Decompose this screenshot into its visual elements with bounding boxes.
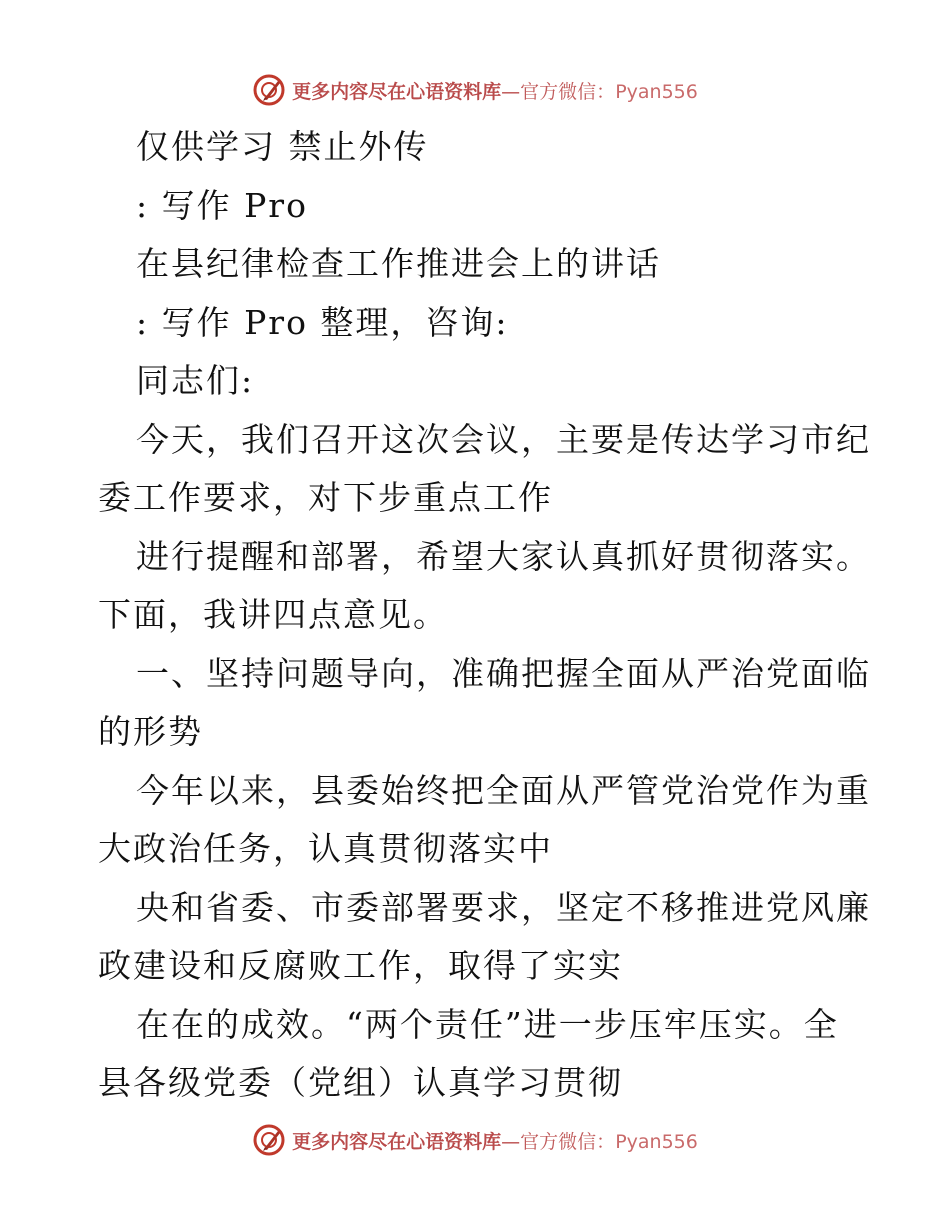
text-line: 进行提醒和部署，希望大家认真抓好贯彻落实。 [136,536,871,576]
footer-banner [0,1120,950,1160]
text-line: 大政治任务，认真贯彻落实中 [98,829,553,868]
header-banner [0,70,950,110]
footer-banner-main: 更多内容尽在心语资料库 [292,1130,502,1153]
text-line: : 写作 Pro [136,185,308,225]
document-body [98,118,871,1113]
footer-banner-text [292,1127,698,1154]
text-line: 仅供学习 禁止外传 [136,127,429,166]
footer-banner-separator: — [501,1130,521,1153]
text-line: 在在的成效。“两个责任”进一步压牢压实。全 [136,1004,839,1044]
header-banner-main: 更多内容尽在心语资料库 [292,80,502,103]
header-banner-text [292,77,698,104]
text-line: 同志们: [136,361,255,400]
footer-banner-account: Pyan556 [615,1130,698,1153]
text-line: : 写作 Pro 整理，咨询: [136,302,509,342]
text-line: 一、坚持问题导向，准确把握全面从严治党面临 [136,653,871,693]
text-line: 下面，我讲四点意见。 [98,595,448,634]
quill-logo-icon [252,73,286,107]
footer-banner-side: 官方微信： [520,1130,616,1153]
header-banner-account: Pyan556 [615,80,698,103]
text-line: 县各级党委（党组）认真学习贯彻 [98,1063,623,1102]
quill-logo-icon [252,1123,286,1157]
header-banner-separator: — [501,80,521,103]
header-banner-side: 官方微信： [520,80,616,103]
text-line: 今年以来，县委始终把全面从严管党治党作为重 [136,770,871,810]
text-line: 在县纪律检查工作推进会上的讲话 [136,244,661,283]
text-line: 政建设和反腐败工作，取得了实实 [98,946,623,985]
text-line: 今天，我们召开这次会议，主要是传达学习市纪 [136,419,871,459]
text-line: 的形势 [98,712,203,751]
text-line: 央和省委、市委部署要求，坚定不移推进党风廉 [136,887,871,927]
text-line: 委工作要求，对下步重点工作 [98,478,553,517]
